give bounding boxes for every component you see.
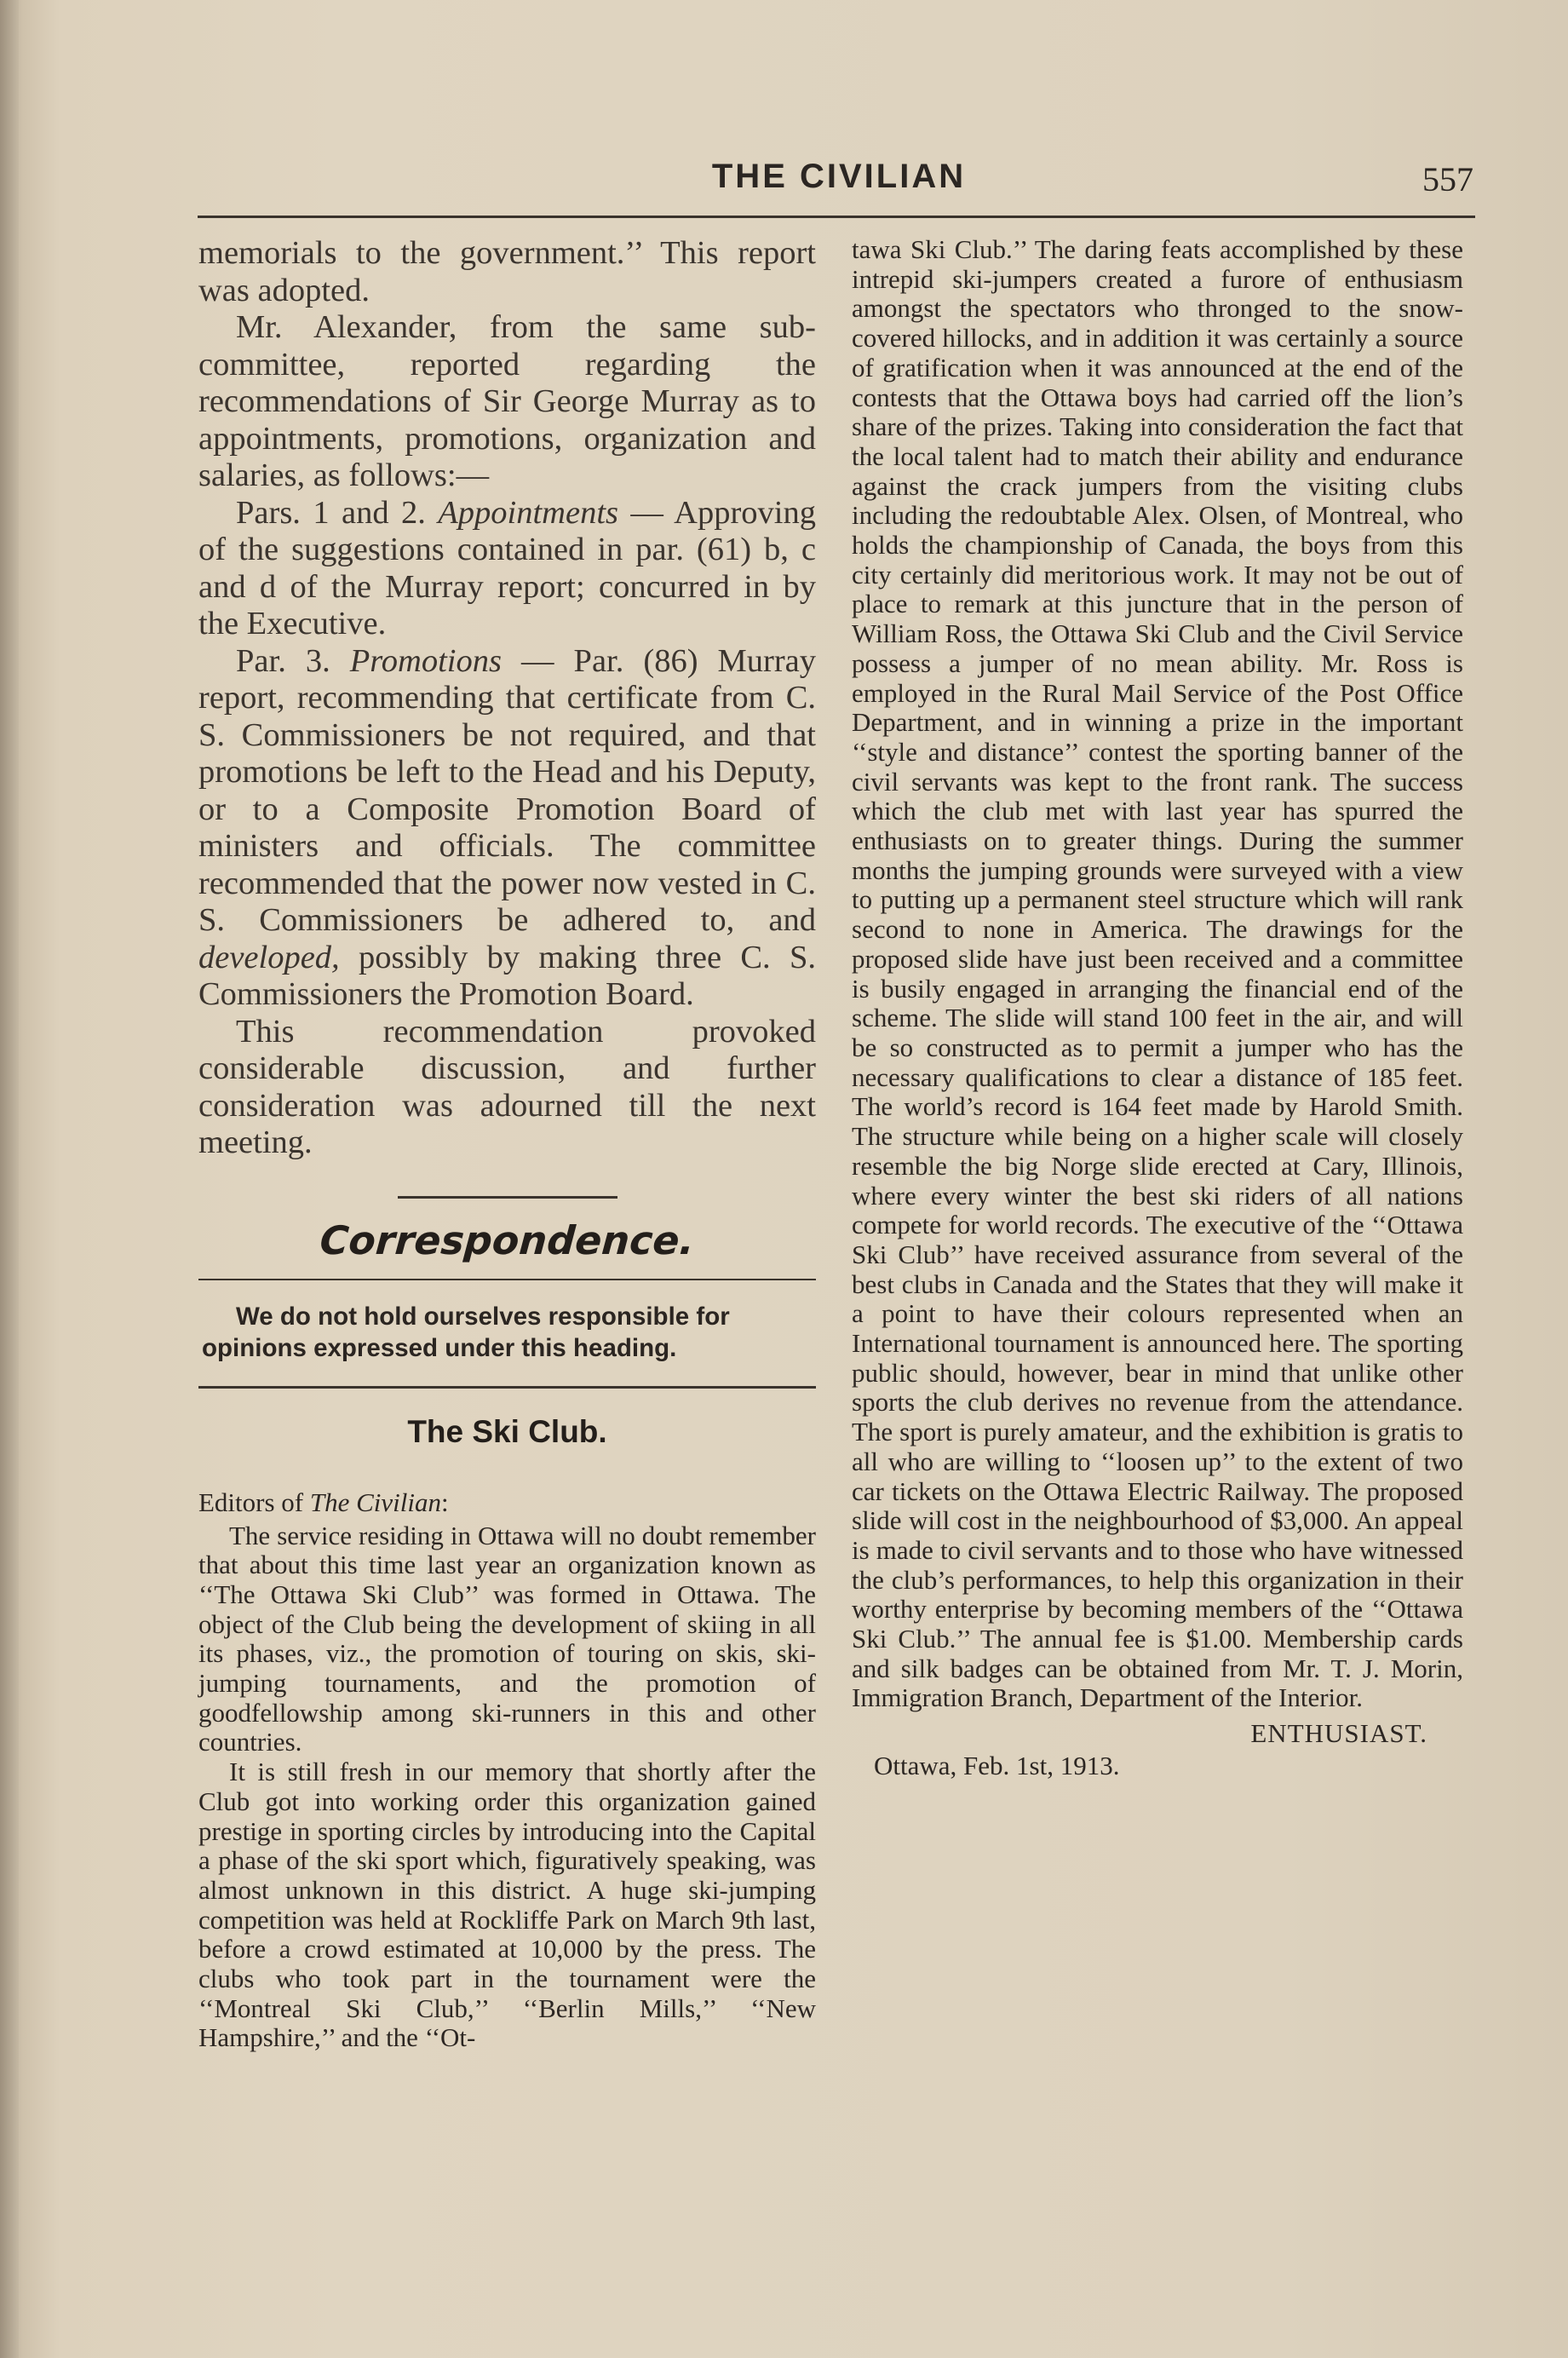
letter-body-left [198,1487,816,2054]
report-paragraph-promotions [198,643,816,1014]
appointments-prefix: Pars. 1 and 2. [236,494,426,531]
letter-signature: ENTHUSIAST. [1250,1718,1427,1749]
publication-title: THE CIVILIAN [711,158,967,195]
salutation-publication: The Civilian [309,1487,442,1517]
running-head [204,158,1473,209]
report-paragraph-1: memorials to the government.’’ This report was adopted. [198,235,816,308]
promotions-prefix: Par. 3. [236,642,330,679]
letter-title: The Ski Club. [407,1413,607,1449]
report-paragraph-appointments [198,495,816,643]
header-rule [198,216,1475,218]
promotions-text: — Par. (86) Murray report, recommending that certificate from C. S. Commissioners be not required, and that promotions be left to the Head and his Deputy, or to a Composite Promotion Board of ministers and officials. The committee recommended that the power now vested in C. S. Commissioners be adhered to, and [198,642,816,938]
binding-spine [0,0,19,2358]
left-column [198,235,816,2053]
right-column [852,235,1463,1781]
appointments-text: — Approving of the suggestions contained in par. (61) b, c and d of the Murray report; concurred in by the Executive. [198,494,817,641]
heading-rule [198,1279,816,1280]
committee-report [198,235,816,1162]
salutation-colon: : [441,1487,449,1517]
section-divider [398,1196,617,1199]
report-paragraph-2: Mr. Alexander, from the same sub-committee, reported regarding the recommendations of Sir George Murray as to appointments, promotions, organization and salaries, as follows:— [198,309,816,493]
correspondence-disclaimer: We do not hold ourselves responsible for opinions expressed under this heading. [202,1302,730,1362]
salutation-prefix: Editors of [198,1487,304,1517]
correspondence-heading: Correspondence. [318,1216,697,1263]
letter-paragraph-2: It is still fresh in our memory that shortly after the Club got into working order this organization gained prestige in sporting circles by introducing into the Capital a phase of the ski sport which, figuratively speaking, was almost unknown in this district. A huge ski-jumping competition was held at Rockliffe Park on March 9th last, before a crowd estimated at 10,000 by the press. The clubs who took part in the tournament were the ‘‘Montreal Ski Club,’’ ‘‘Berlin Mills,’’ ‘‘New Hampshire,’’ and the ‘‘Ot- [198,1757,816,2053]
report-paragraph-last: This recommendation provoked considerable discussion, and further consideration was adourned till the next meeting. [198,1013,816,1160]
page-number: 557 [1422,160,1473,198]
appointments-heading: Appointments [438,494,618,531]
letter-body-right [852,235,1463,1781]
promotions-emphasis: developed, [198,939,340,975]
letter-paragraph-1: The service residing in Ottawa will no doubt remember that about this time last year an organization known as ‘‘The Ottawa Ski Club’’ was formed in Ottawa. The object of the Club being the development of skiing in all its phases, viz., the promotion of touring on skis, ski-jumping tournaments, and the promotion of goodfellowship among ski-runners in this and other countries. [198,1520,816,1757]
letter-paragraph-continued: tawa Ski Club.’’ The daring feats accomplished by these intrepid ski-jumpers created a furore of enthusiasm amongst the spectators who thronged to the snow-covered hillocks, and in addition it was certainly a source of gratification when it was announced at the end of the contests that the Ottawa boys had carried off the lion’s share of the prizes. Taking into consideration the fact that the local talent had to match their ability and endurance against the crack jumpers from the visiting clubs including the redoubtable Alex. Olsen, of Montreal, who holds the championship of Canada, the boys from this city certainly did meritorious work. It may not be out of place to remark at this juncture that in the person of William Ross, the Ottawa Ski Club and the Civil Service possess a jumper of no mean ability. Mr. Ross is employed in the Rural Mail Service of the Post Office Department, and in winning a prize in the important ‘‘style and distance’’ contest the sporting banner of the civil servants was kept to the front rank. The success which the club met with last year has spurred the enthusiasts on to greater things. During the summer months the jumping grounds were surveyed with a view to putting up a permanent steel structure which will rank second to none in America. The drawings for the proposed slide have just been received and a committee is busily engaged in arranging the financial end of the scheme. The slide will stand 100 feet in the air, and will be so constructed as to permit a jumper who has the necessary qualifications to clear a distance of 185 feet. The world’s record is 164 feet made by Harold Smith. The structure while being on a higher scale will closely resemble the big Norge slide erected at Cary, Illinois, where every winter the best ski riders of all nations compete for world records. The executive of the ‘‘Ottawa Ski Club’’ have received assurance from several of the best clubs in Canada and the States that they will make it a point to have their colours represented when an International tournament is announced here. The sporting public should, however, bear in mind that unlike other sports the club derives no revenue from the attendance. The sport is purely amateur, and the exhibition is gratis to all who are willing to ‘‘loosen up’’ to the extent of two car tickets on the Ottawa Electric Railway. The proposed slide will cost in the neighbourhood of $3,000. An appeal is made to civil servants and to those who have witnessed the club’s performances, to help this organization in their worthy enterprise by becoming members of the ‘‘Ottawa Ski Club.’’ The annual fee is $1.00. Membership cards and silk badges can be obtained from Mr. T. J. Morin, Immigration Branch, Department of the Interior. [852,234,1463,1713]
disclaimer-rule [198,1386,816,1389]
letter-dateline: Ottawa, Feb. 1st, 1913. [874,1751,1120,1781]
letter-salutation [198,1487,816,1518]
promotions-heading: Promotions [349,642,502,679]
promotions-text-end: possibly by making three C. S. Commissioners the Promotion Board. [198,939,816,1012]
